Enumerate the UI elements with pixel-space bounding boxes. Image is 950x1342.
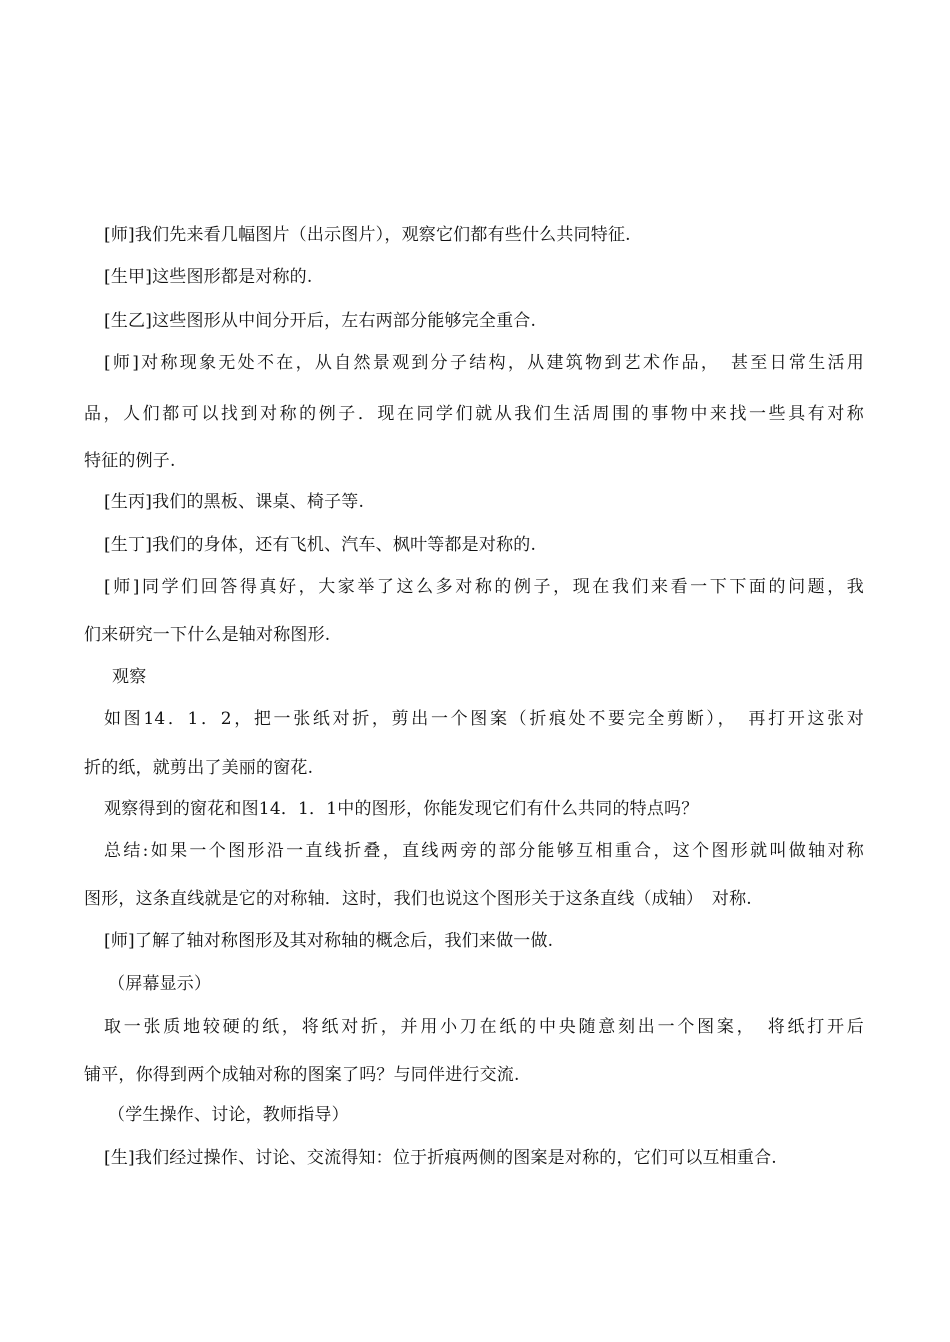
student-d-line: [生丁]我们的身体，还有飞机、汽车、枫叶等都是对称的. <box>104 535 537 555</box>
teacher-line-3b: 们来研究一下什么是轴对称图形. <box>84 625 331 645</box>
activity-line-a: 取一张质地较硬的纸，将纸对折，并用小刀在纸的中央随意刻出一个图案， 将纸打开后 <box>104 1017 864 1037</box>
student-b-line: [生乙]这些图形从中间分开后，左右两部分能够完全重合. <box>104 311 537 331</box>
student-c-line: [生丙]我们的黑板、课桌、椅子等. <box>104 492 365 512</box>
teacher-line-3a: [师]同学们回答得真好，大家举了这么多对称的例子，现在我们来看一下下面的问题，我 <box>104 577 864 597</box>
student-operation-note: （学生操作、讨论，教师指导） <box>108 1105 349 1125</box>
teacher-line-2c: 特征的例子. <box>84 451 176 471</box>
student-a-line: [生甲]这些图形都是对称的. <box>104 267 313 287</box>
activity-line-b: 铺平，你得到两个成轴对称的图案了吗？与同伴进行交流. <box>84 1065 520 1085</box>
observe-heading: 观察 <box>112 667 147 687</box>
teacher-line-4: [师]了解了轴对称图形及其对称轴的概念后，我们来做一做. <box>104 931 554 951</box>
figure-description-b: 折的纸，就剪出了美丽的窗花. <box>84 758 314 778</box>
summary-line-b: 图形，这条直线就是它的对称轴．这时，我们也说这个图形关于这条直线（成轴） 对称. <box>84 889 752 909</box>
screen-display-note: （屏幕显示） <box>108 974 212 994</box>
teacher-line-2a: [师]对称现象无处不在，从自然景观到分子结构，从建筑物到艺术作品， 甚至日常生活用 <box>104 353 864 373</box>
teacher-line-1: [师]我们先来看几幅图片（出示图片），观察它们都有些什么共同特征. <box>104 225 631 245</box>
student-conclusion-line: [生]我们经过操作、讨论、交流得知：位于折痕两侧的图案是对称的，它们可以互相重合. <box>104 1148 777 1168</box>
summary-line-a: 总结:如果一个图形沿一直线折叠，直线两旁的部分能够互相重合，这个图形就叫做轴对称 <box>104 841 864 861</box>
observe-question: 观察得到的窗花和图14．1．1中的图形，你能发现它们有什么共同的特点吗？ <box>104 799 699 819</box>
figure-description-a: 如图14．1．2，把一张纸对折，剪出一个图案（折痕处不要完全剪断）， 再打开这张对 <box>104 709 864 729</box>
teacher-line-2b: 品，人们都可以找到对称的例子．现在同学们就从我们生活周围的事物中来找一些具有对称 <box>84 404 864 424</box>
